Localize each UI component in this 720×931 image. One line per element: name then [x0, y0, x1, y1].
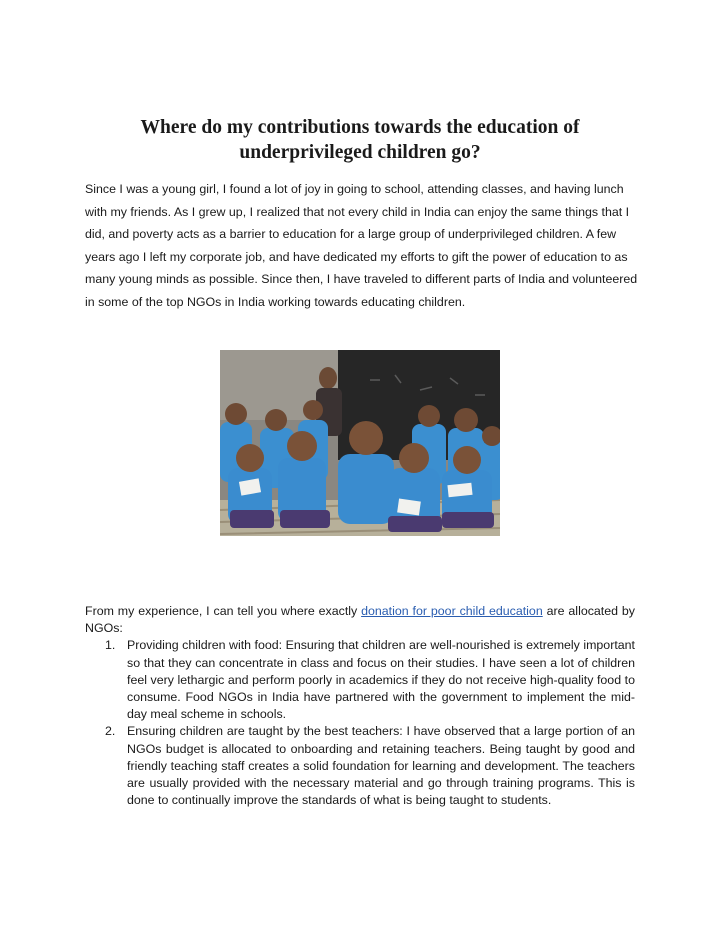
list-item	[85, 723, 635, 809]
list-item-text: Ensuring children are taught by the best teachers: I have observed that a large portion of an NGOs budget is allocated to onboarding and retaining teachers. Being taught by good and friendly teaching staff creates a solid foundation for learning and development. The teachers are usually provided with the necessary material and go through training programs. This is done to continually improve the standards of what is being taught to students.	[127, 724, 635, 808]
intro-paragraph: Since I was a young girl, I found a lot of joy in going to school, attending classes, and having lunch with my friends. As I grew up, I realized that not every child in India can enjoy the same things that I did, and poverty acts as a barrier to education for a large group of underprivileged children. A few years ago I left my corporate job, and have dedicated my efforts to gift the power of education to as many young minds as possible. Since then, I have traveled to different parts of India and volunteered in some of the top NGOs in India working towards educating children.	[85, 182, 638, 309]
body-section	[85, 603, 635, 809]
classroom-photo	[220, 350, 500, 536]
list-item-text: Providing children with food: Ensuring that children are well-nourished is extremely important so that they can concentrate in class and focus on their studies. I have seen a lot of children feel very lethargic and perform poorly in academics if they do not receive high-quality food to consume. Food NGOs in India have partnered with the government to implement the mid-day meal scheme in schools.	[127, 638, 635, 722]
list-item-number: 1.	[105, 638, 116, 653]
lead-paragraph	[85, 603, 635, 637]
list-item	[85, 637, 635, 723]
list-item-number: 2.	[105, 724, 116, 739]
document-title: Where do my contributions towards the education of underprivileged children go?	[140, 117, 580, 163]
allocation-list	[85, 637, 635, 809]
donation-link[interactable]: donation for poor child education	[361, 604, 543, 618]
lead-text-after: are allocated by NGOs:	[85, 604, 636, 636]
lead-text-before: From my experience, I can tell you where exactly	[85, 604, 362, 618]
classroom-photo-illustration	[220, 350, 500, 536]
